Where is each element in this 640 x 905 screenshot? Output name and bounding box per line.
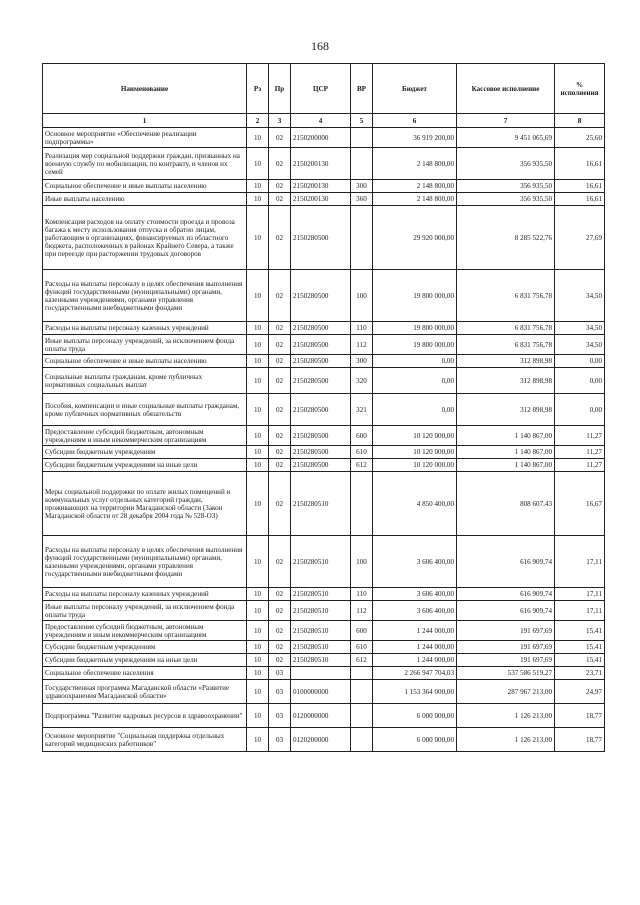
header-pct: % исполнения xyxy=(555,64,605,114)
row-pr: 02 xyxy=(269,193,291,206)
row-budget: 10 120 000,00 xyxy=(373,446,457,459)
row-vr: 100 xyxy=(351,536,373,588)
row-cash: 1 140 867,00 xyxy=(457,446,555,459)
row-pct: 11,27 xyxy=(555,459,605,472)
row-rz: 10 xyxy=(247,368,269,394)
table-row xyxy=(43,446,605,459)
row-vr xyxy=(351,704,373,728)
row-budget: 2 148 800,00 xyxy=(373,180,457,193)
table-body xyxy=(43,128,605,752)
row-rz: 10 xyxy=(247,728,269,752)
header-row xyxy=(43,64,605,114)
table-row xyxy=(43,654,605,667)
row-name: Социальное обеспечение и иные выплаты населению xyxy=(43,180,247,193)
row-cash: 356 935,50 xyxy=(457,193,555,206)
row-name: Предоставление субсидий бюджетным, автономным учреждениям и иным некоммерческим организациям xyxy=(43,426,247,446)
row-rz: 10 xyxy=(247,128,269,148)
row-budget: 19 800 000,00 xyxy=(373,322,457,335)
row-pct: 15,41 xyxy=(555,654,605,667)
row-rz: 10 xyxy=(247,270,269,322)
row-pr: 02 xyxy=(269,426,291,446)
row-budget: 10 120 000,00 xyxy=(373,426,457,446)
row-cash: 8 285 522,76 xyxy=(457,206,555,270)
row-pct: 15,41 xyxy=(555,641,605,654)
row-csr: 2150200130 xyxy=(291,180,351,193)
row-name: Иные выплаты персоналу учреждений, за исключением фонда оплаты труда xyxy=(43,601,247,621)
row-csr: 2150280510 xyxy=(291,654,351,667)
row-vr: 110 xyxy=(351,322,373,335)
row-pr: 02 xyxy=(269,601,291,621)
row-name: Расходы на выплаты персоналу казенных учреждений xyxy=(43,588,247,601)
row-pr: 03 xyxy=(269,667,291,680)
row-pr: 03 xyxy=(269,680,291,704)
row-vr: 600 xyxy=(351,621,373,641)
row-csr: 2150200130 xyxy=(291,193,351,206)
page-number: 168 xyxy=(311,39,329,53)
row-cash: 191 697,69 xyxy=(457,641,555,654)
row-cash: 191 697,69 xyxy=(457,621,555,641)
row-name: Государственная программа Магаданской области «Развитие здравоохранения Магаданской области» xyxy=(43,680,247,704)
row-pct: 16,67 xyxy=(555,472,605,536)
row-rz: 10 xyxy=(247,459,269,472)
row-budget: 3 606 400,00 xyxy=(373,601,457,621)
row-rz: 10 xyxy=(247,680,269,704)
table-row xyxy=(43,536,605,588)
row-name: Подпрограмма "Развитие кадровых ресурсов в здравоохранении" xyxy=(43,704,247,728)
row-pr: 02 xyxy=(269,368,291,394)
row-cash: 312 898,98 xyxy=(457,368,555,394)
row-pct: 34,50 xyxy=(555,322,605,335)
row-name: Субсидии бюджетным учреждениям на иные цели xyxy=(43,459,247,472)
row-csr: 0120200000 xyxy=(291,728,351,752)
row-vr xyxy=(351,206,373,270)
row-rz: 10 xyxy=(247,148,269,180)
row-pct: 16,61 xyxy=(555,193,605,206)
row-cash: 287 967 213,00 xyxy=(457,680,555,704)
row-pr: 02 xyxy=(269,270,291,322)
header-vr: ВР xyxy=(351,64,373,114)
row-pct: 0,00 xyxy=(555,355,605,368)
row-csr: 2150280510 xyxy=(291,641,351,654)
row-name: Расходы на выплаты персоналу в целях обеспечения выполнения функций государственными (муниципальными) органами, казенными учреждениями, органами управления государственными внебюджетными фондами xyxy=(43,270,247,322)
row-pct: 15,41 xyxy=(555,621,605,641)
row-pr: 02 xyxy=(269,394,291,426)
row-rz: 10 xyxy=(247,322,269,335)
row-budget: 3 606 400,00 xyxy=(373,536,457,588)
row-csr: 2150280510 xyxy=(291,472,351,536)
row-cash: 616 909,74 xyxy=(457,601,555,621)
row-vr xyxy=(351,680,373,704)
row-budget: 1 153 364 000,00 xyxy=(373,680,457,704)
row-pr: 02 xyxy=(269,355,291,368)
row-name: Основное мероприятие «Обеспечение реализации подпрограммы» xyxy=(43,128,247,148)
row-budget: 19 800 000,00 xyxy=(373,270,457,322)
column-number: 5 xyxy=(351,114,373,128)
table-row xyxy=(43,148,605,180)
row-name: Субсидии бюджетным учреждениям xyxy=(43,641,247,654)
row-vr: 100 xyxy=(351,270,373,322)
row-rz: 10 xyxy=(247,394,269,426)
row-vr: 112 xyxy=(351,335,373,355)
table-row xyxy=(43,728,605,752)
row-rz: 10 xyxy=(247,588,269,601)
row-pr: 02 xyxy=(269,641,291,654)
row-rz: 10 xyxy=(247,472,269,536)
column-number: 2 xyxy=(247,114,269,128)
row-name: Иные выплаты персоналу учреждений, за исключением фонда оплаты труда xyxy=(43,335,247,355)
row-name: Социальное обеспечение населения xyxy=(43,667,247,680)
header-rz: Рз xyxy=(247,64,269,114)
row-csr: 2150280500 xyxy=(291,270,351,322)
table-row xyxy=(43,180,605,193)
row-pr: 02 xyxy=(269,335,291,355)
row-pct: 24,97 xyxy=(555,680,605,704)
row-vr xyxy=(351,472,373,536)
row-csr xyxy=(291,667,351,680)
row-cash: 1 140 867,00 xyxy=(457,426,555,446)
row-rz: 10 xyxy=(247,335,269,355)
row-name: Реализация мер социальной поддержки граждан, призванных на военную службу по мобилизации, по контракту, и членов их семей xyxy=(43,148,247,180)
row-pr: 02 xyxy=(269,654,291,667)
row-csr: 2150280500 xyxy=(291,459,351,472)
row-rz: 10 xyxy=(247,621,269,641)
row-csr: 2150280510 xyxy=(291,621,351,641)
row-rz: 10 xyxy=(247,193,269,206)
row-name: Основное мероприятие "Социальная поддержка отдельных категорий медицинских работников" xyxy=(43,728,247,752)
row-rz: 10 xyxy=(247,601,269,621)
row-pr: 02 xyxy=(269,536,291,588)
table-row xyxy=(43,472,605,536)
row-cash: 356 935,50 xyxy=(457,180,555,193)
row-csr: 2150200130 xyxy=(291,148,351,180)
row-cash: 616 909,74 xyxy=(457,588,555,601)
row-csr: 2150200000 xyxy=(291,128,351,148)
row-name: Расходы на выплаты персоналу в целях обеспечения выполнения функций государственными (муниципальными) органами, казенными учреждениями, органами управления государственными внебюджетными фондами xyxy=(43,536,247,588)
row-vr: 112 xyxy=(351,601,373,621)
row-vr xyxy=(351,667,373,680)
table-row xyxy=(43,270,605,322)
row-vr: 300 xyxy=(351,180,373,193)
row-vr xyxy=(351,148,373,180)
row-pr: 02 xyxy=(269,472,291,536)
row-name: Иные выплаты населению xyxy=(43,193,247,206)
row-vr: 612 xyxy=(351,654,373,667)
row-cash: 9 451 065,69 xyxy=(457,128,555,148)
row-name: Предоставление субсидий бюджетным, автономным учреждениям и иным некоммерческим организациям xyxy=(43,621,247,641)
row-pct: 0,00 xyxy=(555,368,605,394)
row-name: Пособия, компенсации и иные социальные выплаты гражданам, кроме публичных нормативных обязательств xyxy=(43,394,247,426)
row-rz: 10 xyxy=(247,426,269,446)
table-row xyxy=(43,459,605,472)
row-budget: 4 850 400,00 xyxy=(373,472,457,536)
column-number: 7 xyxy=(457,114,555,128)
row-cash: 312 898,98 xyxy=(457,394,555,426)
row-pr: 02 xyxy=(269,621,291,641)
row-cash: 312 898,98 xyxy=(457,355,555,368)
table-row xyxy=(43,322,605,335)
row-rz: 10 xyxy=(247,641,269,654)
column-number: 1 xyxy=(43,114,247,128)
row-pct: 34,50 xyxy=(555,335,605,355)
row-pr: 03 xyxy=(269,728,291,752)
row-csr: 2150280510 xyxy=(291,601,351,621)
row-cash: 808 607,43 xyxy=(457,472,555,536)
row-vr: 600 xyxy=(351,426,373,446)
table-row xyxy=(43,355,605,368)
row-pct: 17,11 xyxy=(555,588,605,601)
row-budget: 3 606 400,00 xyxy=(373,588,457,601)
row-csr: 0100000000 xyxy=(291,680,351,704)
table-row xyxy=(43,588,605,601)
row-pr: 02 xyxy=(269,459,291,472)
header-csr: ЦСР xyxy=(291,64,351,114)
row-rz: 10 xyxy=(247,667,269,680)
row-pr: 02 xyxy=(269,206,291,270)
row-budget: 0,00 xyxy=(373,355,457,368)
row-rz: 10 xyxy=(247,446,269,459)
row-csr: 2150280500 xyxy=(291,355,351,368)
row-cash: 6 831 756,78 xyxy=(457,322,555,335)
row-pct: 34,50 xyxy=(555,270,605,322)
row-budget: 29 920 000,00 xyxy=(373,206,457,270)
row-pct: 16,61 xyxy=(555,148,605,180)
header-budget: Бюджет xyxy=(373,64,457,114)
row-budget: 0,00 xyxy=(373,394,457,426)
row-budget: 6 000 000,00 xyxy=(373,728,457,752)
row-budget: 19 800 000,00 xyxy=(373,335,457,355)
table-row xyxy=(43,335,605,355)
header-pr: Пр xyxy=(269,64,291,114)
row-vr: 610 xyxy=(351,446,373,459)
row-pct: 17,11 xyxy=(555,601,605,621)
header-cash: Кассовое исполнение xyxy=(457,64,555,114)
row-cash: 616 909,74 xyxy=(457,536,555,588)
row-budget: 1 244 000,00 xyxy=(373,641,457,654)
table-row xyxy=(43,206,605,270)
row-name: Расходы на выплаты персоналу казенных учреждений xyxy=(43,322,247,335)
row-budget: 2 266 947 704,03 xyxy=(373,667,457,680)
row-pr: 03 xyxy=(269,704,291,728)
budget-table xyxy=(42,63,605,752)
row-cash: 1 126 213,00 xyxy=(457,728,555,752)
row-name: Меры социальной поддержки по оплате жилых помещений и коммунальных услуг отдельных категорий граждан, проживающих на территории Магаданской области (Закон Магаданской области от 28 декабря 2004 года № 528-ОЗ) xyxy=(43,472,247,536)
row-budget: 36 919 200,00 xyxy=(373,128,457,148)
row-cash: 1 140 867,00 xyxy=(457,459,555,472)
row-budget: 2 148 800,00 xyxy=(373,193,457,206)
column-number: 3 xyxy=(269,114,291,128)
row-pct: 0,00 xyxy=(555,394,605,426)
row-vr: 320 xyxy=(351,368,373,394)
row-rz: 10 xyxy=(247,704,269,728)
row-pct: 25,60 xyxy=(555,128,605,148)
row-vr: 110 xyxy=(351,588,373,601)
row-pr: 02 xyxy=(269,446,291,459)
row-cash: 6 831 756,78 xyxy=(457,335,555,355)
column-number: 4 xyxy=(291,114,351,128)
row-budget: 6 000 000,00 xyxy=(373,704,457,728)
row-pct: 18,77 xyxy=(555,704,605,728)
table-row xyxy=(43,601,605,621)
row-rz: 10 xyxy=(247,180,269,193)
row-pct: 11,27 xyxy=(555,426,605,446)
row-name: Социальные выплаты гражданам, кроме публичных нормативных социальных выплат xyxy=(43,368,247,394)
row-pr: 02 xyxy=(269,148,291,180)
row-rz: 10 xyxy=(247,206,269,270)
row-name: Субсидии бюджетным учреждениям на иные цели xyxy=(43,654,247,667)
row-vr xyxy=(351,728,373,752)
row-name: Компенсация расходов на оплату стоимости проезда и провоза багажа к месту использования отпуска и обратно лицам, работающим в организациях, финансируемых из областного бюджета, расположенных в районах Крайнего Севера, а также при переезде при расторжении трудовых договоров xyxy=(43,206,247,270)
row-pct: 18,77 xyxy=(555,728,605,752)
row-pct: 16,61 xyxy=(555,180,605,193)
row-pr: 02 xyxy=(269,128,291,148)
row-cash: 6 831 756,78 xyxy=(457,270,555,322)
row-budget: 0,00 xyxy=(373,368,457,394)
row-rz: 10 xyxy=(247,355,269,368)
table-row xyxy=(43,641,605,654)
row-vr: 360 xyxy=(351,193,373,206)
column-number-row xyxy=(43,114,605,128)
row-name: Субсидии бюджетным учреждениям xyxy=(43,446,247,459)
column-number: 8 xyxy=(555,114,605,128)
row-cash: 537 586 519,27 xyxy=(457,667,555,680)
row-rz: 10 xyxy=(247,654,269,667)
row-cash: 191 697,69 xyxy=(457,654,555,667)
row-csr: 2150280500 xyxy=(291,426,351,446)
row-vr: 321 xyxy=(351,394,373,426)
row-cash: 1 126 213,00 xyxy=(457,704,555,728)
row-budget: 2 148 800,00 xyxy=(373,148,457,180)
row-cash: 356 935,50 xyxy=(457,148,555,180)
row-csr: 2150280500 xyxy=(291,368,351,394)
row-pct: 23,71 xyxy=(555,667,605,680)
row-csr: 2150280510 xyxy=(291,588,351,601)
table-row xyxy=(43,394,605,426)
row-csr: 2150280500 xyxy=(291,322,351,335)
row-pr: 02 xyxy=(269,322,291,335)
row-vr: 300 xyxy=(351,355,373,368)
table-row xyxy=(43,128,605,148)
row-pr: 02 xyxy=(269,588,291,601)
row-vr: 610 xyxy=(351,641,373,654)
row-csr: 2150280500 xyxy=(291,446,351,459)
row-budget: 1 244 000,00 xyxy=(373,621,457,641)
table-row xyxy=(43,680,605,704)
row-budget: 1 244 000,00 xyxy=(373,654,457,667)
row-csr: 0120000000 xyxy=(291,704,351,728)
row-csr: 2150280500 xyxy=(291,394,351,426)
table-row xyxy=(43,667,605,680)
table-row xyxy=(43,368,605,394)
row-vr: 612 xyxy=(351,459,373,472)
row-csr: 2150280510 xyxy=(291,536,351,588)
table-row xyxy=(43,621,605,641)
table-row xyxy=(43,426,605,446)
header-name: Наименование xyxy=(43,64,247,114)
row-pct: 11,27 xyxy=(555,446,605,459)
row-csr: 2150280500 xyxy=(291,206,351,270)
row-rz: 10 xyxy=(247,536,269,588)
row-vr xyxy=(351,128,373,148)
row-csr: 2150280500 xyxy=(291,335,351,355)
table-row xyxy=(43,704,605,728)
row-budget: 10 120 000,00 xyxy=(373,459,457,472)
table-row xyxy=(43,193,605,206)
row-pct: 27,69 xyxy=(555,206,605,270)
row-pct: 17,11 xyxy=(555,536,605,588)
row-pr: 02 xyxy=(269,180,291,193)
column-number: 6 xyxy=(373,114,457,128)
row-name: Социальное обеспечение и иные выплаты населению xyxy=(43,355,247,368)
